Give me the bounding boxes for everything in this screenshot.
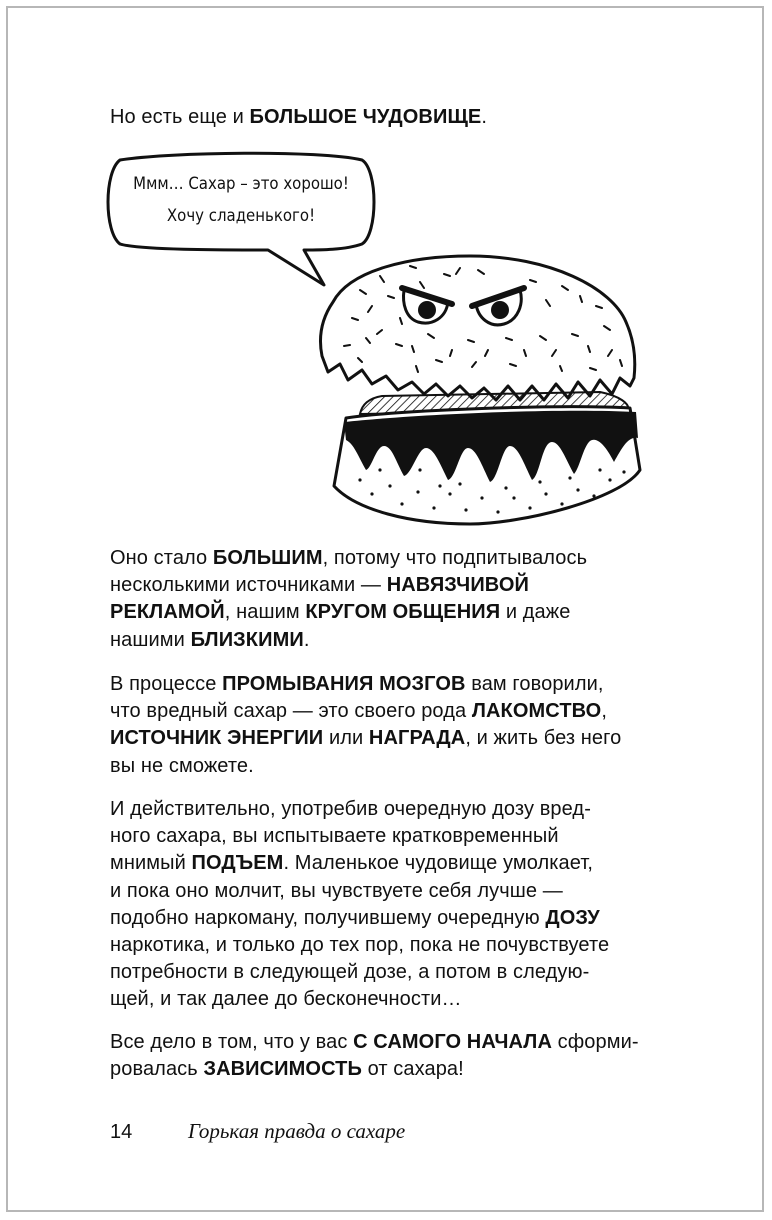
text-run: и даже [500, 601, 571, 624]
text-run: что вредный сахар — это своего рода [110, 700, 472, 723]
text-run: ровалась [110, 1058, 204, 1081]
text-run: . [303, 628, 310, 651]
paragraph-1-line [110, 627, 309, 654]
paragraph-3-line [110, 823, 559, 850]
text-run: , потому что подпитывалось [322, 547, 588, 569]
paragraph-3-line [110, 986, 462, 1013]
intro-end: . [481, 106, 488, 128]
paragraph-3-line [110, 959, 589, 986]
paragraph-3-line [110, 850, 593, 877]
intro-text: Но есть еще и [110, 106, 250, 128]
text-run: , [601, 700, 608, 723]
bold-term: ИСТОЧНИК ЭНЕРГИИ [110, 727, 324, 750]
paragraph-2-line [110, 671, 604, 698]
bold-term: ЛАКОМСТВО [471, 700, 602, 723]
paragraph-4-line [110, 1029, 639, 1056]
text-run: И действительно, употребив очередную дозу вред- [110, 798, 591, 820]
bold-term: ПОДЪЕМ [191, 852, 284, 875]
text-run: подобно наркоману, получившему очередную [110, 906, 546, 929]
bold-term: ЗАВИСИМОСТЬ [203, 1058, 362, 1081]
text-run: нашими [110, 628, 191, 651]
text-run: . Маленькое чудовище умолкает, [283, 852, 594, 875]
paragraph-1-line [110, 545, 587, 572]
paragraph-4-line [110, 1056, 464, 1083]
text-run: мнимый [110, 852, 192, 875]
paragraph-3-line [110, 905, 600, 932]
text-run: вам говорили, [465, 673, 604, 695]
bold-term: НАГРАДА [368, 727, 466, 750]
paragraph-2-line [110, 753, 254, 780]
text-run: потребности в следующей дозе, а потом в следую- [110, 961, 590, 984]
bold-term: НАВЯЗЧИВОЙ [386, 574, 529, 597]
bold-term: РЕКЛАМОЙ [110, 601, 225, 624]
bold-term: БЛИЗКИМИ [190, 628, 304, 651]
paragraph-3-line [110, 932, 609, 959]
bold-term: ДОЗУ [545, 906, 600, 929]
text-run: и пока оно молчит, вы чувствуете себя лучше — [110, 879, 563, 902]
page-number: 14 [110, 1121, 133, 1143]
bold-term: С САМОГО НАЧАЛА [353, 1031, 552, 1053]
speech-line-1: Ммм… Сахар – это хорошо! [133, 174, 349, 194]
text-run: сформи- [551, 1031, 639, 1053]
text-run: наркотика, и только до тех пор, пока не почувствуете [110, 934, 610, 956]
paragraph-3-line [110, 796, 591, 823]
paragraph-1-line [110, 572, 529, 599]
text-run: Оно стало [110, 547, 213, 569]
intro-bold: БОЛЬШОЕ ЧУДОВИЩЕ [249, 106, 482, 128]
running-title: Горькая правда о сахаре [188, 1119, 406, 1143]
paragraph-2-line [110, 698, 607, 725]
text-run: или [323, 727, 369, 750]
text-run: щей, и так далее до бесконечности… [110, 988, 462, 1011]
paragraph-3-line [110, 878, 563, 905]
bold-term: БОЛЬШИМ [212, 547, 323, 569]
text-run: , и жить без него [465, 727, 622, 750]
paragraph-2-line [110, 725, 621, 752]
paragraph-1-line [110, 599, 570, 626]
sugar-monster-burger-icon [0, 0, 772, 560]
bold-term: КРУГОМ ОБЩЕНИЯ [305, 601, 501, 624]
bold-term: ПРОМЫВАНИЯ МОЗГОВ [222, 673, 466, 695]
text-run: В процессе [110, 673, 223, 695]
text-run: вы не сможете. [110, 754, 254, 777]
text-run: от сахара! [361, 1058, 464, 1081]
speech-line-2: Хочу сладенького! [166, 206, 316, 226]
text-run: Все дело в том, что у вас [110, 1031, 354, 1053]
top-bun [320, 256, 634, 400]
text-run: ного сахара, вы испытываете кратковременный [110, 825, 559, 848]
speech-bubble-text [126, 168, 357, 232]
text-run: , нашим [224, 601, 306, 624]
text-run: несколькими источниками — [110, 574, 387, 597]
